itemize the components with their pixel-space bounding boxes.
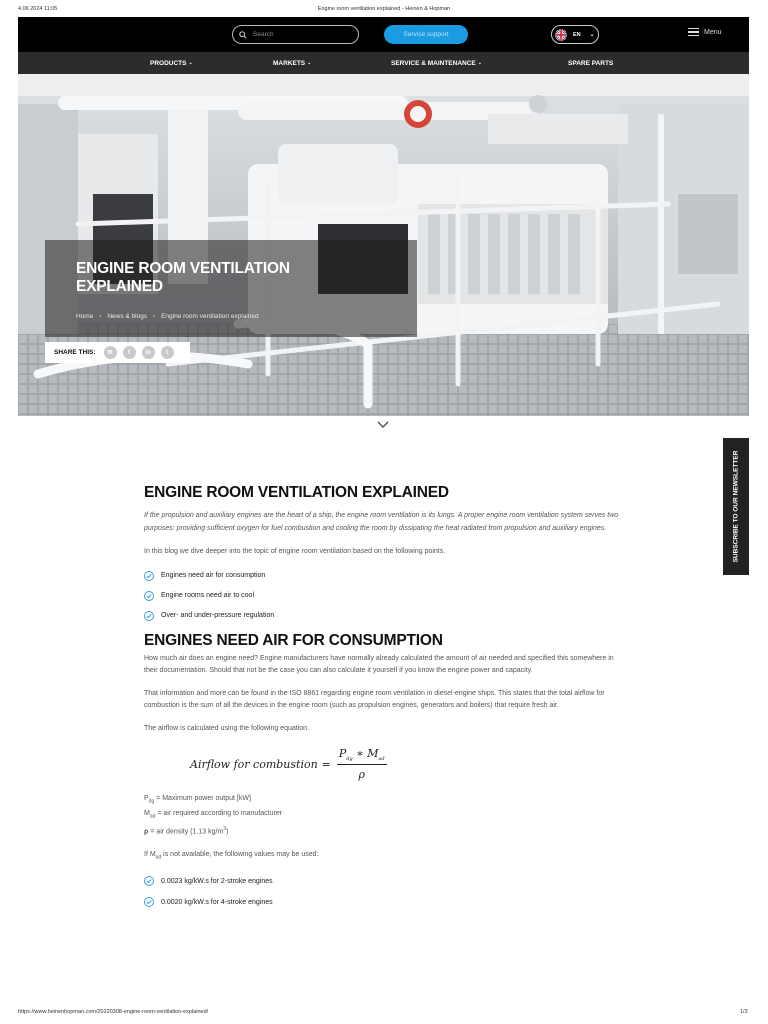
nav-item-service-maintenance[interactable]: [391, 52, 482, 74]
main-nav: [18, 52, 749, 74]
chevron-right-icon: ›: [99, 313, 102, 320]
scroll-down-chevron-icon[interactable]: [377, 421, 389, 429]
nav-item-markets[interactable]: [273, 52, 311, 74]
service-support-button[interactable]: Service support: [384, 25, 468, 44]
print-date: 4.06.2024 11:05: [18, 6, 58, 12]
breadcrumb-current: Engine room ventilation explained: [161, 313, 259, 320]
article-lead: If the propulsion and auxiliary engines are the heart of a ship, the engine room ventilation is its lungs. A proper engine room ventilation system serves two purposes: providing sufficient oxygen for fuel combustion and cooling the room by dissipating the heat radiated from propulsion and auxiliary engines.: [144, 512, 619, 532]
list-item: [144, 606, 620, 626]
def-sup: 3: [223, 825, 227, 832]
menu-button[interactable]: [688, 28, 722, 36]
menu-label: Menu: [704, 28, 722, 36]
formula-numerator: [337, 747, 387, 765]
facebook-icon[interactable]: f: [123, 346, 136, 359]
nav-item-label: MARKETS: [273, 59, 306, 67]
list-item-label: Over- and under-pressure regulation: [161, 612, 275, 619]
list-item: [144, 586, 620, 606]
def-text: = air density (1.13 kg/m: [148, 828, 224, 836]
list-item-label: Engine rooms need air to cool: [161, 592, 254, 599]
check-icon: [144, 571, 154, 581]
definition-item: [144, 823, 620, 839]
formula-m: M: [367, 747, 379, 760]
formula-fraction: [337, 747, 387, 781]
formula-equals: =: [321, 757, 331, 771]
check-icon: [144, 611, 154, 621]
breadcrumb-home[interactable]: Home: [76, 313, 94, 320]
definition-item: [144, 793, 620, 808]
print-title: Engine room ventilation explained - Heinen & Hopman: [317, 6, 451, 12]
airflow-formula: [190, 747, 620, 781]
paragraph: How much air does an engine need? Engine manufacturers have normally already calculated the amount of air needed and specified this somewhere in their documentation. Should that not be the case you can also calculate it yourself if you know the engine power and capacity.: [144, 654, 614, 674]
list-item-label: 0.0023 kg/kW.s for 2-stroke engines: [161, 877, 273, 885]
paragraph: The airflow is calculated using the following equation.: [144, 724, 309, 732]
language-label: EN: [573, 31, 581, 38]
share-bar: [45, 342, 190, 363]
list-item-label: Engines need air for consumption: [161, 572, 266, 579]
language-selector[interactable]: [551, 25, 599, 44]
points-list: [144, 566, 620, 626]
list-item-label: 0.0020 kg/kW.s for 4-stroke engines: [161, 898, 273, 906]
uk-flag-icon: [555, 29, 567, 41]
nav-item-spare-parts[interactable]: [568, 52, 613, 74]
fallback-intro-a: If M: [144, 850, 156, 858]
fallback-values-list: [144, 871, 620, 913]
def-symbol: M: [144, 810, 150, 818]
hero-title: ENGINE ROOM VENTILATION EXPLAINED: [76, 260, 290, 295]
check-icon: [144, 876, 154, 886]
breadcrumb: [76, 313, 259, 320]
mail-icon[interactable]: ✉: [104, 346, 117, 359]
fallback-intro-b: is not available, the following values may be used:: [161, 850, 319, 858]
linkedin-icon[interactable]: in: [142, 346, 155, 359]
def-tail: ): [226, 828, 229, 836]
nav-item-products[interactable]: [150, 52, 193, 74]
def-symbol: ρ: [144, 828, 149, 836]
search-box[interactable]: [232, 25, 359, 44]
list-item: [144, 871, 620, 892]
paragraph: That information and more can be found in the ISO 8861 regarding engine room ventilation in diesel-engine ships. This states that the total airflow for combustion is the sum of all the devices in the engine room (such as propulsion engines, generators and boilers) that require fresh air.: [144, 689, 605, 709]
breadcrumb-news[interactable]: News & blogs: [107, 313, 148, 320]
definition-item: [144, 808, 620, 823]
list-item: [144, 892, 620, 913]
share-label: SHARE THIS:: [54, 349, 96, 356]
chevron-right-icon: ›: [153, 313, 156, 320]
top-bar: [18, 17, 749, 52]
nav-item-label: SPARE PARTS: [568, 59, 614, 67]
list-item: [144, 566, 620, 586]
article-title: ENGINE ROOM VENTILATION EXPLAINED: [144, 484, 449, 501]
def-symbol: P: [144, 795, 149, 803]
def-sub: ad: [149, 813, 156, 820]
chevron-down-icon: ⌄: [589, 32, 595, 38]
article-content: [144, 484, 620, 913]
article-intro: In this blog we dive deeper into the topic of engine room ventilation based on the following points.: [144, 548, 446, 555]
nav-item-label: SERVICE & MAINTENANCE: [391, 59, 476, 67]
chevron-down-icon: ⌄: [307, 60, 312, 66]
formula-lhs: Airflow for combustion: [190, 757, 318, 771]
formula-m-sub: ad: [378, 756, 385, 763]
check-icon: [144, 591, 154, 601]
def-text: = Maximum power output [kW]: [154, 795, 251, 803]
hamburger-icon: [688, 28, 699, 36]
print-page-number: 1/3: [740, 1009, 748, 1015]
formula-op: ∗: [356, 747, 364, 760]
formula-p-sub: dg: [346, 756, 353, 763]
print-url: https://www.heinenhopman.com/20220308-engine-room-ventilation-explained/: [18, 1009, 209, 1015]
search-icon: [239, 31, 247, 39]
twitter-icon[interactable]: t: [161, 346, 174, 359]
section-title: ENGINES NEED AIR FOR CONSUMPTION: [144, 631, 443, 649]
newsletter-label: SUBSCRIBE TO OUR NEWSLETTER: [732, 450, 740, 563]
check-icon: [144, 897, 154, 907]
formula-denominator: ρ: [358, 768, 365, 782]
fallback-intro-sub: ad: [155, 854, 162, 861]
definitions: [144, 793, 620, 839]
newsletter-subscribe-tab[interactable]: [723, 438, 749, 575]
chevron-down-icon: ⌄: [188, 60, 193, 66]
hero-banner: [18, 74, 749, 416]
nav-item-label: PRODUCTS: [150, 59, 187, 67]
def-text: = air required according to manufacturer: [155, 810, 283, 818]
fallback-intro: [144, 849, 620, 864]
def-sub: dg: [148, 798, 155, 805]
chevron-down-icon: ⌄: [477, 60, 482, 66]
search-input[interactable]: [253, 31, 353, 38]
formula-p: P: [338, 747, 347, 760]
